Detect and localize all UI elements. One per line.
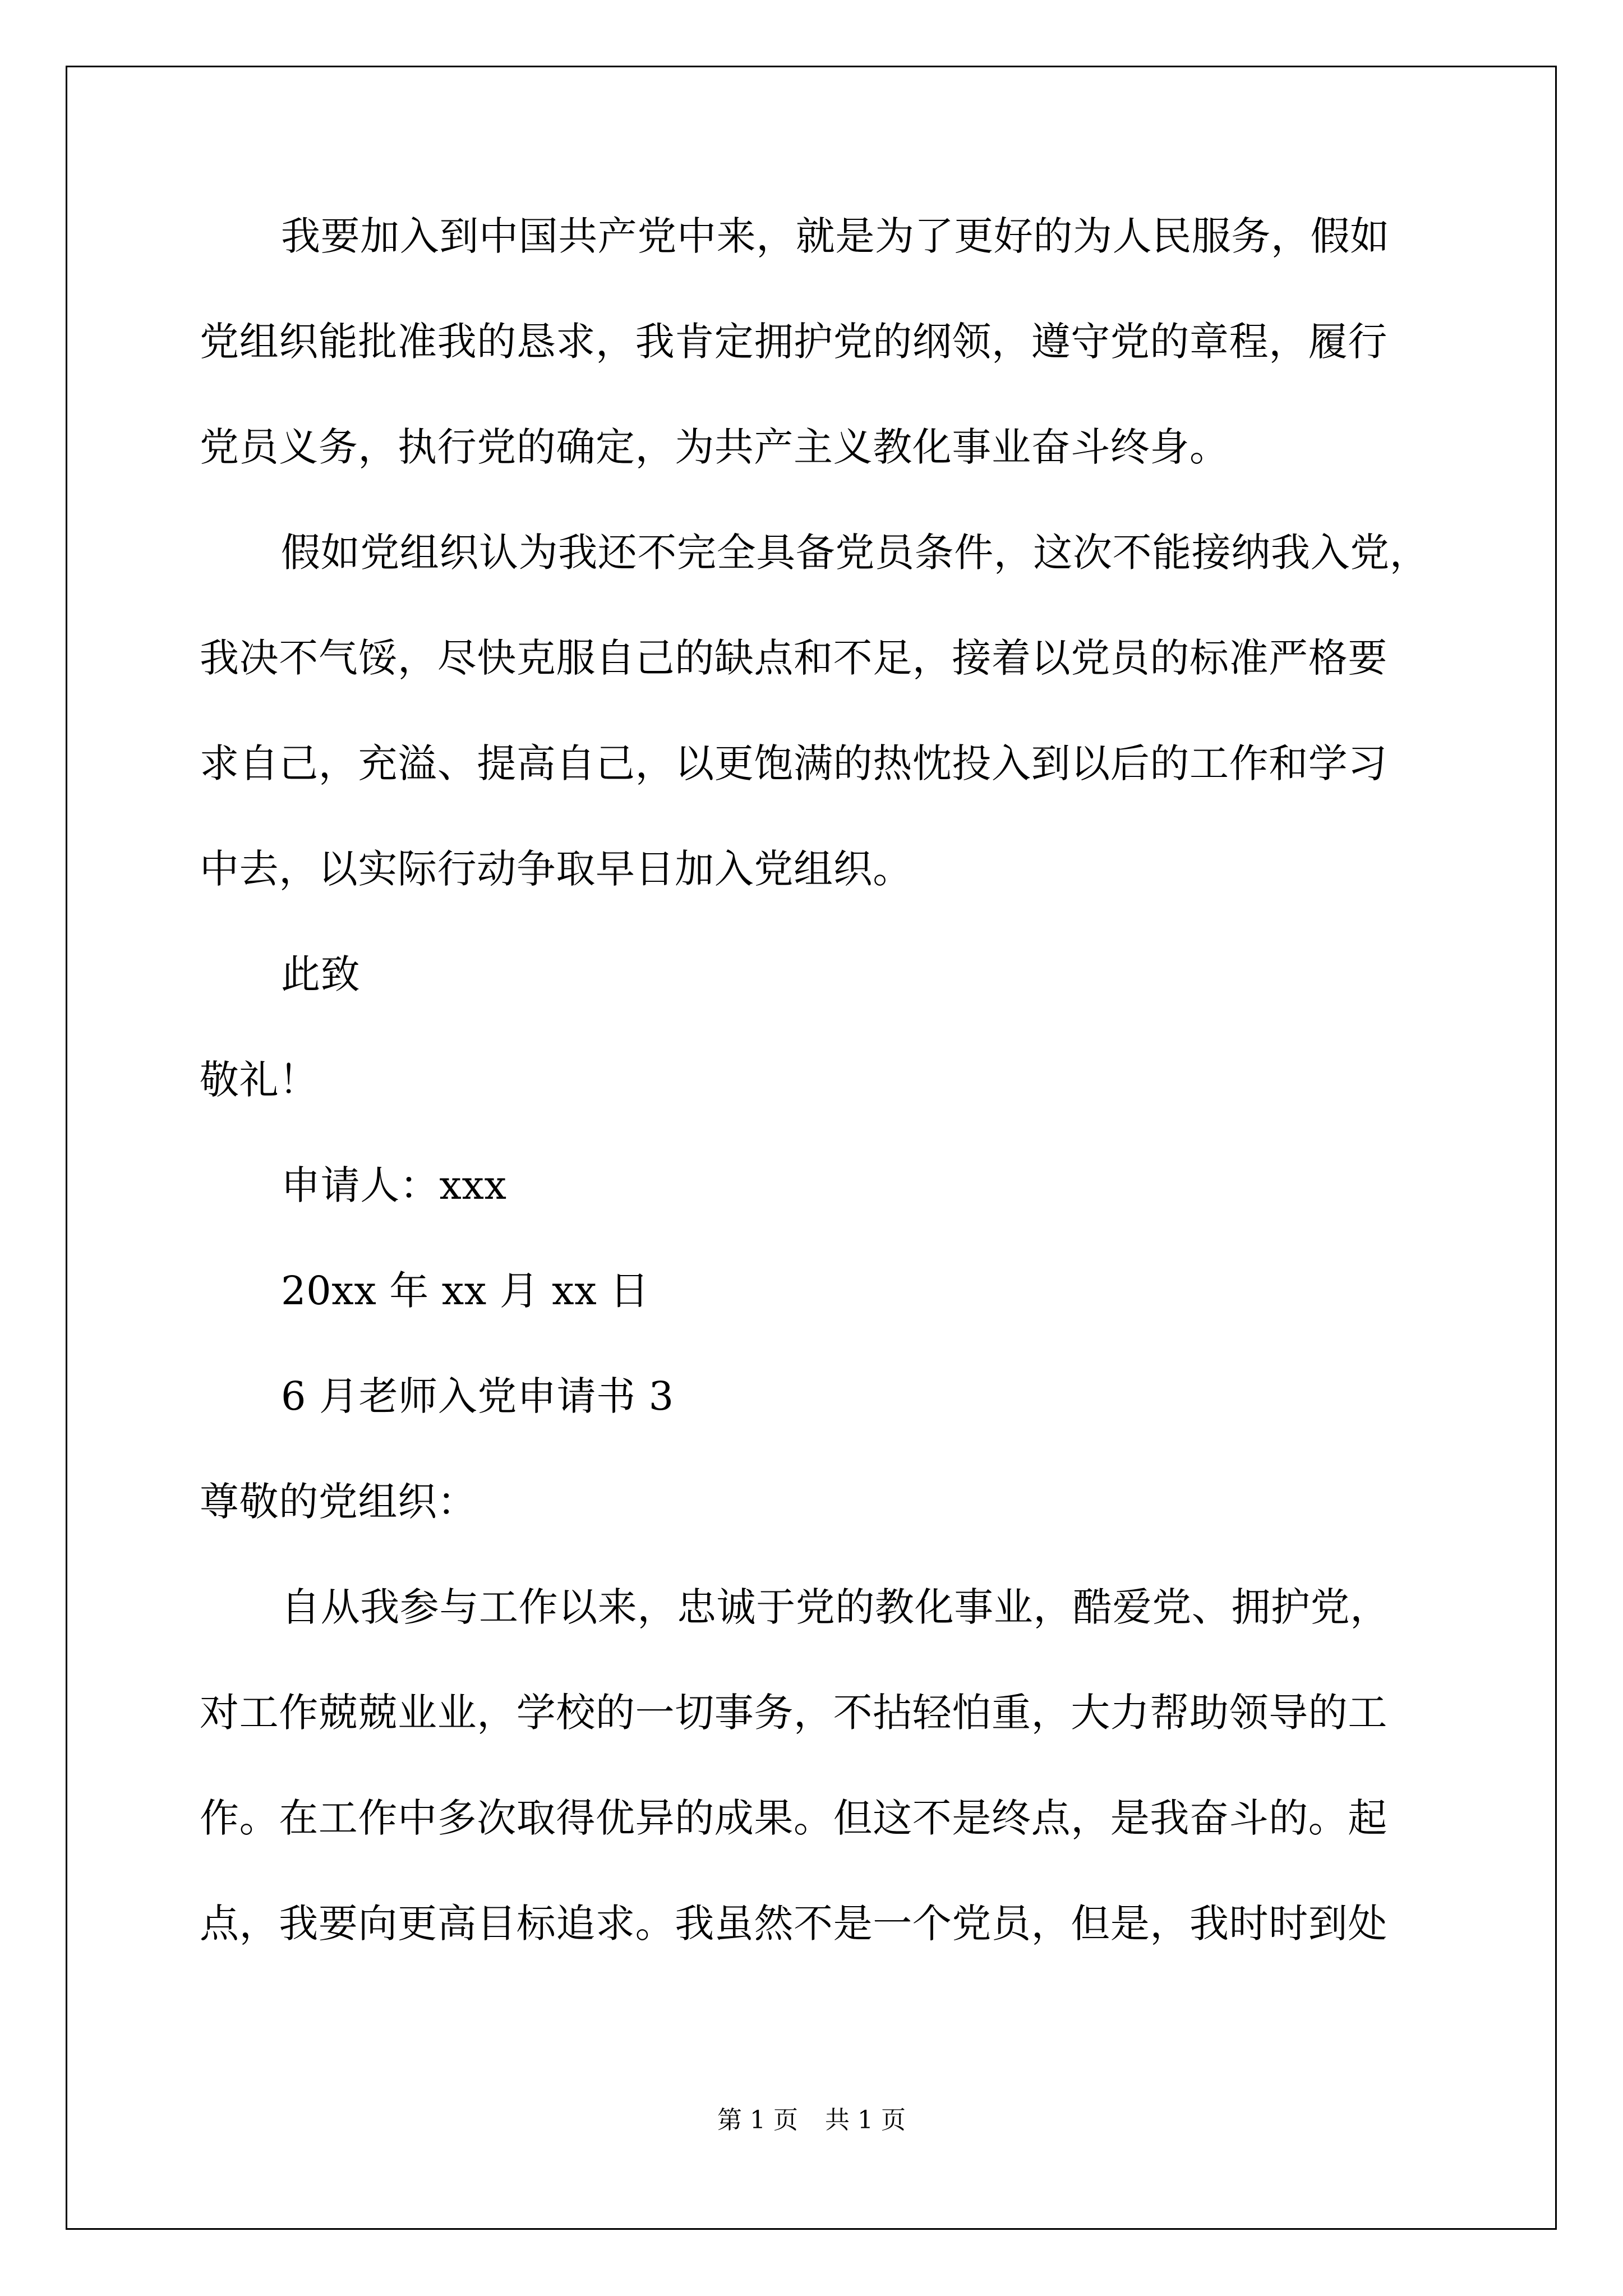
- paragraph-line: 作。在工作中多次取得优异的成果。但这不是终点，是我奋斗的。起: [200, 1795, 1387, 1841]
- paragraph-line: 我决不气馁，尽快克服自己的缺点和不足，接着以党员的标准严格要: [200, 635, 1387, 681]
- greeting: 尊敬的党组织：: [200, 1479, 477, 1525]
- paragraph-line: 中去，以实际行动争取早日加入党组织。: [200, 846, 912, 892]
- section-title: 6 月老师入党申请书 3: [281, 1373, 674, 1419]
- applicant-signature: 申请人：xxx: [281, 1162, 507, 1208]
- paragraph-line: 假如党组织认为我还不完全具备党员条件，这次不能接纳我入党，: [281, 530, 1430, 576]
- paragraph-line: 我要加入到中国共产党中来，就是为了更好的为人民服务，假如: [281, 213, 1390, 259]
- document-body: [200, 210, 1429, 2003]
- paragraph-line: 党员义务，执行党的确定，为共产主义教化事业奋斗终身。: [200, 424, 1229, 470]
- paragraph-line: 对工作兢兢业业，学校的一切事务，不拈轻怕重，大力帮助领导的工: [200, 1690, 1387, 1736]
- closing-regards: 敬礼！: [200, 1057, 319, 1103]
- paragraph-line: 点，我要向更高目标追求。我虽然不是一个党员，但是，我时时到处: [200, 1901, 1387, 1947]
- page-number: 第 1 页: [717, 2106, 798, 2134]
- paragraph-line: 自从我参与工作以来，忠诚于党的教化事业，酷爱党、拥护党，: [281, 1584, 1390, 1630]
- paragraph-line: 求自己，充溢、提高自己，以更饱满的热忱投入到以后的工作和学习: [200, 740, 1387, 786]
- closing-salutation: 此致: [281, 951, 361, 997]
- date-line: 20xx 年 xx 月 xx 日: [281, 1268, 649, 1314]
- paragraph-line: 党组织能批准我的恳求，我肯定拥护党的纲领，遵守党的章程，履行: [200, 319, 1387, 365]
- page-total: 共 1 页: [825, 2106, 906, 2134]
- page-footer: [0, 2104, 1623, 2137]
